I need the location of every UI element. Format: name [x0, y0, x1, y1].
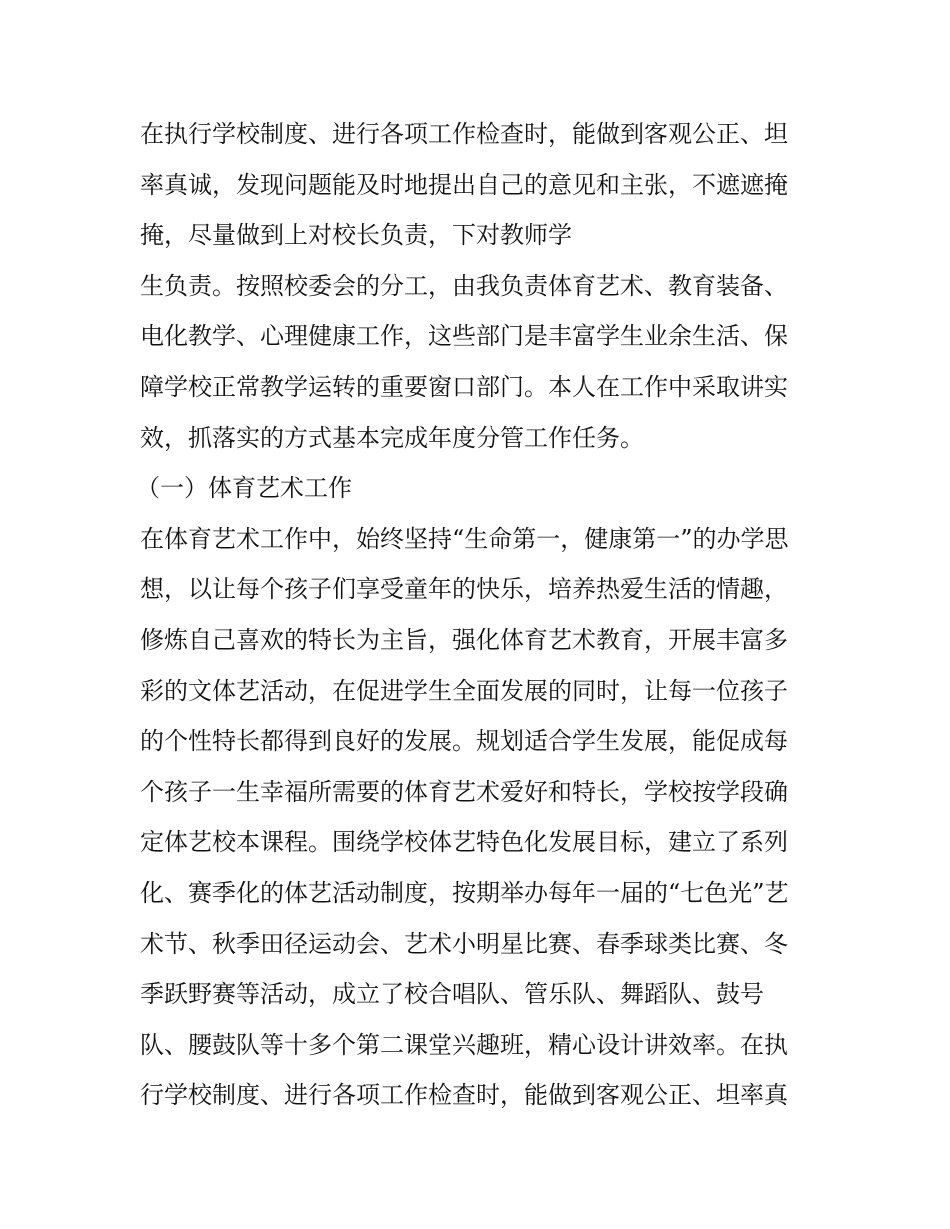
text-line: 季跃野赛等活动，成立了校合唱队、管乐队、舞蹈队、鼓号 [140, 980, 764, 1009]
text-line: 行学校制度、进行各项工作检查时，能做到客观公正、坦率真 [140, 1081, 788, 1110]
text-line: 在体育艺术工作中，始终坚持“生命第一，健康第一”的办学思 [140, 524, 789, 553]
text-line: 的个性特长都得到良好的发展。规划适合学生发展，能促成每 [140, 727, 788, 756]
text-line: 彩的文体艺活动，在促进学生全面发展的同时，让每一位孩子 [140, 676, 788, 705]
text-line: 修炼自己喜欢的特长为主旨，强化体育艺术教育，开展丰富多 [140, 625, 788, 654]
text-line: 个孩子一生幸福所需要的体育艺术爱好和特长，学校按学段确 [140, 777, 788, 806]
text-line: 术节、秋季田径运动会、艺术小明星比赛、春季球类比赛、冬 [140, 929, 788, 958]
text-line: 化、赛季化的体艺活动制度，按期举办每年一届的“七色光”艺 [140, 878, 789, 907]
text-line: 生负责。按照校委会的分工，由我负责体育艺术、教育装备、 [140, 271, 788, 300]
text-line: 在执行学校制度、进行各项工作检查时，能做到客观公正、坦 [140, 120, 788, 148]
text-line: 想，以让每个孩子们享受童年的快乐，培养热爱生活的情趣， [140, 575, 788, 604]
text-line: 效，抓落实的方式基本完成年度分管工作任务。 [140, 423, 644, 452]
text-line: 掩，尽量做到上对校长负责，下对教师学 [140, 221, 572, 250]
text-line: 定体艺校本课程。围绕学校体艺特色化发展目标，建立了系列 [140, 828, 788, 857]
text-line: 电化教学、心理健康工作，这些部门是丰富学生业余生活、保 [140, 322, 788, 351]
text-line: 队、腰鼓队等十多个第二课堂兴趣班，精心设计讲效率。在执 [140, 1030, 788, 1059]
text-line: 障学校正常教学运转的重要窗口部门。本人在工作中采取讲实 [140, 372, 788, 401]
body-text [136, 109, 830, 1121]
section-heading: （一）体育艺术工作 [136, 474, 352, 503]
text-line: 率真诚，发现问题能及时地提出自己的意见和主张，不遮遮掩 [140, 170, 788, 199]
